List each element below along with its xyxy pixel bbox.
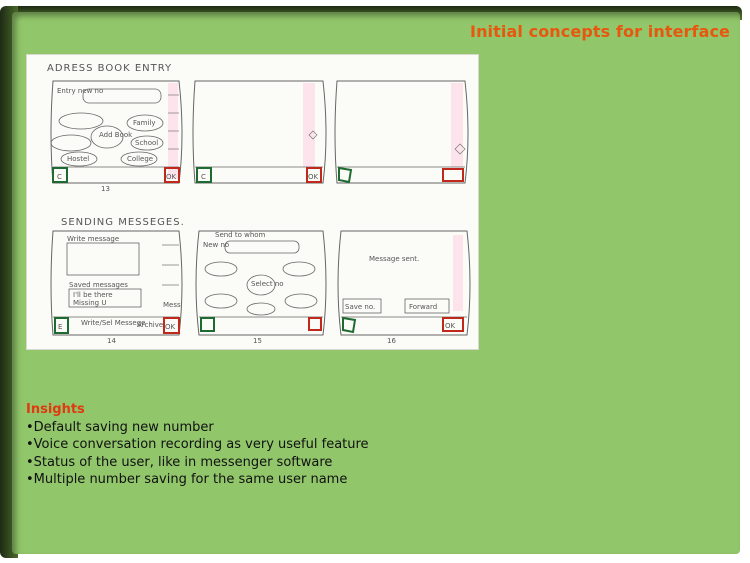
screen4-right-key: OK xyxy=(165,323,176,331)
screen1-page-number: 13 xyxy=(101,185,110,193)
screen6-right-key: OK xyxy=(445,322,456,330)
screen5-send-label: Send to whom xyxy=(215,231,266,239)
insights-section xyxy=(26,401,369,489)
insight-item: • Default saving new number xyxy=(26,419,369,437)
screen6-save-button: Save no. xyxy=(345,303,376,311)
screen-1 xyxy=(51,81,182,193)
screen4-side-label: Mess xyxy=(163,301,181,309)
screen4-saved-label: Saved messages xyxy=(69,281,128,289)
sketch-image xyxy=(26,54,479,350)
screen-5 xyxy=(196,231,326,345)
screen-4 xyxy=(51,231,182,345)
sketch-drawing xyxy=(27,55,479,350)
screen4-bottom-label: Write/Sel Messege xyxy=(81,319,146,327)
bubble-add-book: Add Book xyxy=(99,131,133,139)
screen2-right-key: OK xyxy=(308,173,319,181)
screen5-page-number: 15 xyxy=(253,337,262,345)
screen4-write-label: Write message xyxy=(67,235,120,243)
bubble-school: School xyxy=(135,139,159,147)
row2-heading: SENDING MESSEGES. xyxy=(61,217,185,228)
screen5-new-label: New no xyxy=(203,241,230,249)
screen6-sent-label: Message sent. xyxy=(369,255,420,263)
screen4-page-number: 14 xyxy=(107,337,116,345)
slide-title: Initial concepts for interface xyxy=(470,22,730,41)
insight-item: • Voice conversation recording as very useful feature xyxy=(26,436,369,454)
insight-item: • Multiple number saving for the same user name xyxy=(26,471,369,489)
bubble-hostel: Hostel xyxy=(67,155,90,163)
screen2-left-key: C xyxy=(201,173,206,181)
screen-6 xyxy=(338,231,470,345)
bubble-family: Family xyxy=(133,119,156,127)
screen1-left-key: C xyxy=(57,173,62,181)
screen4-saved-item-1: I'll be there xyxy=(73,291,113,299)
bubble-college: College xyxy=(127,155,154,163)
screen4-left-key: E xyxy=(58,323,63,331)
screen4-saved-item-2: Missing U xyxy=(73,299,107,307)
screen-3 xyxy=(335,81,468,183)
screen1-right-key: OK xyxy=(166,173,177,181)
row1-heading: ADRESS BOOK ENTRY xyxy=(47,63,173,74)
screen4-archive-label: Archive xyxy=(137,321,164,329)
insights-heading: Insights xyxy=(26,402,85,417)
screen6-forward-button: Forward xyxy=(409,303,438,311)
screen5-center-bubble: Select no xyxy=(251,280,284,288)
insight-item: • Status of the user, like in messenger software xyxy=(26,454,369,472)
screen6-page-number: 16 xyxy=(387,337,396,345)
screen-2 xyxy=(193,81,326,183)
screen1-entry-label: Entry new no xyxy=(57,87,104,95)
